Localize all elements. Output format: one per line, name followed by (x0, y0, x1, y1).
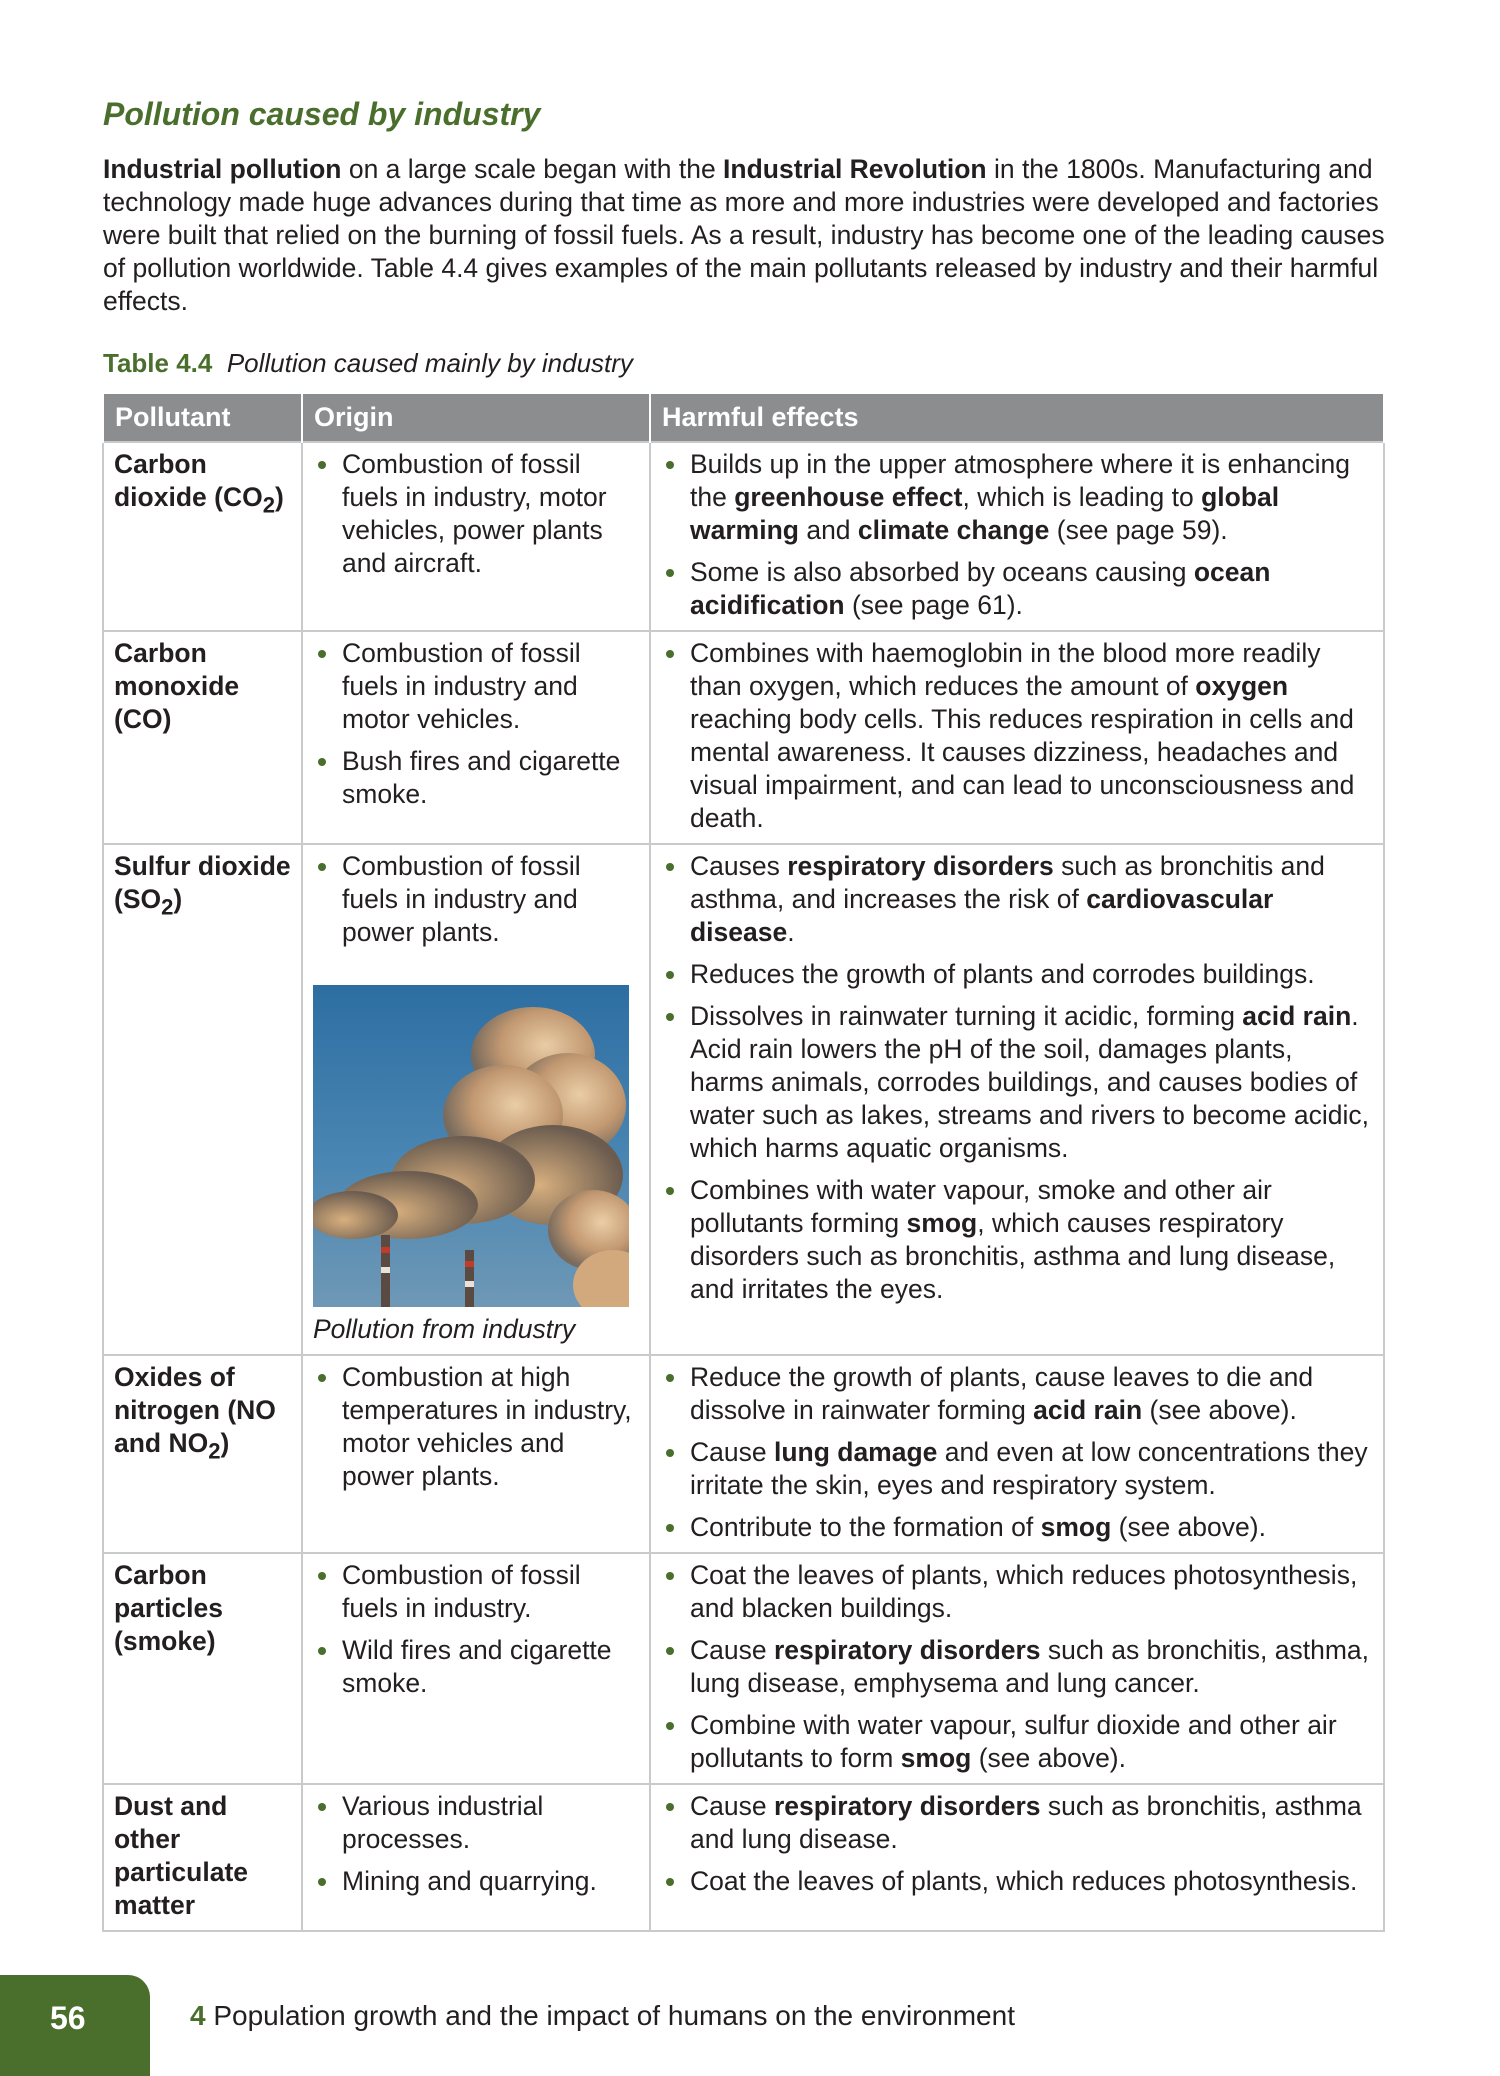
chapter-number: 4 (190, 2000, 206, 2031)
origin-item: Bush fires and cigarette smoke. (313, 745, 639, 811)
origin-item: Wild fires and cigarette smoke. (313, 1634, 639, 1700)
effect-item: Coat the leaves of plants, which reduces photosynthesis, and blacken buildings. (661, 1559, 1373, 1625)
effect-item: Cause respiratory disorders such as bronchitis, asthma and lung disease. (661, 1790, 1373, 1856)
photo-caption: Pollution from industry (313, 1314, 576, 1344)
table-caption-text: Pollution caused mainly by industry (226, 348, 633, 378)
chapter-title: Population growth and the impact of humans on the environment (205, 2000, 1015, 2031)
pollutant-cell: Carbon monoxide (CO) (103, 631, 302, 844)
effect-item: Combine with water vapour, sulfur dioxide and other air pollutants to form smog (see above). (661, 1709, 1373, 1775)
pollutant-name-end: ) (220, 1428, 230, 1458)
page-number: 56 (50, 2000, 86, 2036)
industry-smoke-photo (313, 985, 629, 1307)
origin-item: Combustion of fossil fuels in industry. (313, 1559, 639, 1625)
effects-cell (650, 844, 1384, 1355)
effect-item: Contribute to the formation of smog (see above). (661, 1511, 1373, 1544)
table-row (103, 1784, 1384, 1931)
origin-item: Combustion of fossil fuels in industry and power plants. (313, 850, 639, 949)
table-row (103, 631, 1384, 844)
origin-cell (302, 1553, 650, 1784)
effect-item: Reduces the growth of plants and corrodes buildings. (661, 958, 1373, 991)
effect-item: Builds up in the upper atmosphere where it is enhancing the greenhouse effect, which is leading to global warming and climate change (see page 59). (661, 448, 1373, 547)
effect-item: Dissolves in rainwater turning it acidic, forming acid rain. Acid rain lowers the pH of the soil, damages plants, harms animals, corrodes buildings, and causes bodies of water such as lakes, streams and rivers to become acidic, which harms aquatic organisms. (661, 1000, 1373, 1165)
effects-cell (650, 442, 1384, 631)
effects-cell (650, 1784, 1384, 1931)
origin-cell (302, 1355, 650, 1553)
table-number: Table 4.4 (103, 348, 213, 378)
intro-bold-industrial-pollution: Industrial pollution (103, 154, 342, 184)
pollutant-name: Oxides of nitrogen (NO and NO (114, 1362, 276, 1458)
section-title: Pollution caused by industry (103, 96, 541, 132)
subscript: 2 (262, 492, 275, 518)
origin-item: Mining and quarrying. (313, 1865, 639, 1898)
origin-cell (302, 1784, 650, 1931)
pollutant-cell (103, 1355, 302, 1553)
intro-paragraph (103, 153, 1403, 318)
effect-item: Combines with haemoglobin in the blood more readily than oxygen, which reduces the amount of oxygen reaching body cells. This reduces respiration in cells and mental awareness. It causes dizziness, headaches and visual impairment, and can lead to unconsciousness and death. (661, 637, 1373, 835)
effect-item: Reduce the growth of plants, cause leaves to die and dissolve in rainwater forming acid rain (see above). (661, 1361, 1373, 1427)
table-caption (103, 348, 633, 379)
effects-cell (650, 1355, 1384, 1553)
effect-item: Cause respiratory disorders such as bronchitis, asthma, lung disease, emphysema and lung cancer. (661, 1634, 1373, 1700)
table-row (103, 1553, 1384, 1784)
subscript: 2 (208, 1438, 221, 1464)
origin-cell (302, 844, 650, 1355)
pollutant-cell (103, 844, 302, 1355)
header-harmful-effects: Harmful effects (650, 393, 1384, 442)
effect-item: Causes respiratory disorders such as bronchitis and asthma, and increases the risk of cardiovascular disease. (661, 850, 1373, 949)
effect-item: Some is also absorbed by oceans causing ocean acidification (see page 61). (661, 556, 1373, 622)
pollutant-cell: Dust and other particulate matter (103, 1784, 302, 1931)
table-row (103, 844, 1384, 1355)
effects-cell (650, 631, 1384, 844)
origin-item: Various industrial processes. (313, 1790, 639, 1856)
header-origin: Origin (302, 393, 650, 442)
origin-item: Combustion of fossil fuels in industry, motor vehicles, power plants and aircraft. (313, 448, 639, 580)
pollutant-cell (103, 442, 302, 631)
effects-cell (650, 1553, 1384, 1784)
origin-cell (302, 442, 650, 631)
pollutant-name: Carbon dioxide (CO (114, 449, 263, 512)
running-footer (190, 2000, 1015, 2032)
intro-text-2: in the 1800s. Manufacturing and technology made huge advances during that time as more and more industries were developed and factories were built that relied on the burning of fossil fuels. As a result, industry has become one of the leading causes of pollution worldwide. Table 4.4 gives examples of the main pollutants released by industry and their harmful effects. (103, 154, 1385, 316)
table-row (103, 442, 1384, 631)
pollutant-name-end: ) (274, 482, 284, 512)
pollutant-name-end: ) (173, 884, 183, 914)
header-pollutant: Pollutant (103, 393, 302, 442)
intro-text-1: on a large scale began with the (341, 154, 724, 184)
subscript: 2 (161, 894, 174, 920)
pollutant-cell: Carbon particles (smoke) (103, 1553, 302, 1784)
table-row (103, 1355, 1384, 1553)
intro-bold-industrial-revolution: Industrial Revolution (723, 154, 987, 184)
origin-item: Combustion at high temperatures in industry, motor vehicles and power plants. (313, 1361, 639, 1493)
origin-item: Combustion of fossil fuels in industry and motor vehicles. (313, 637, 639, 736)
pollution-table (102, 392, 1385, 1932)
effect-item: Combines with water vapour, smoke and other air pollutants forming smog, which causes respiratory disorders such as bronchitis, asthma and lung disease, and irritates the eyes. (661, 1174, 1373, 1306)
pollutant-name: Sulfur dioxide (SO (114, 851, 291, 914)
origin-cell (302, 631, 650, 844)
effect-item: Cause lung damage and even at low concentrations they irritate the skin, eyes and respiratory system. (661, 1436, 1373, 1502)
table-header-row (103, 393, 1384, 442)
effect-item: Coat the leaves of plants, which reduces photosynthesis. (661, 1865, 1373, 1898)
